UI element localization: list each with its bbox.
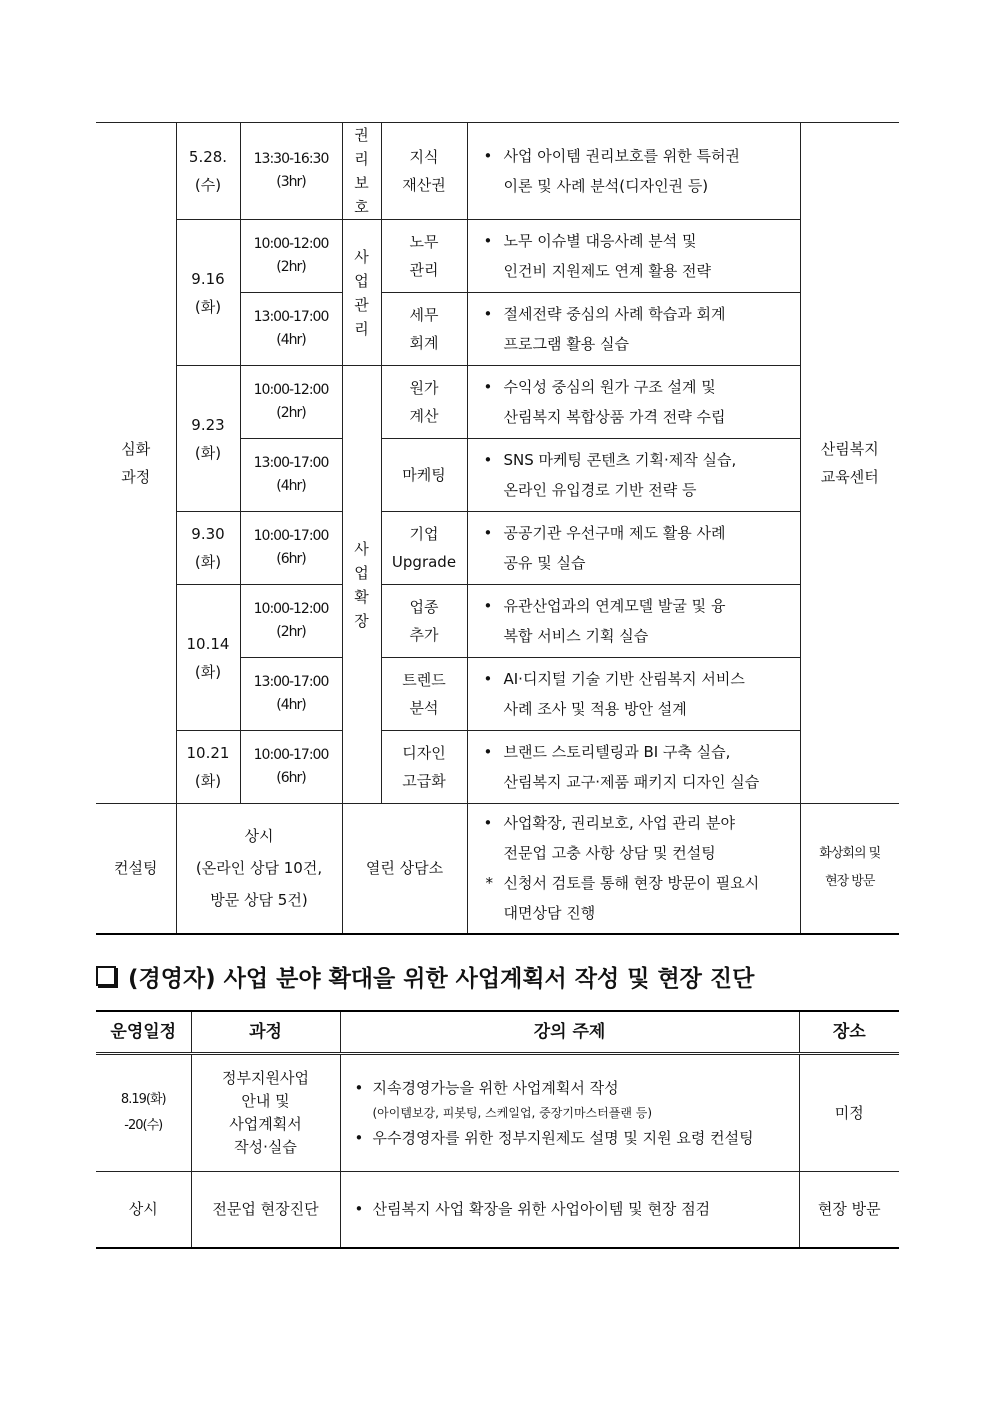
checkbox-square-icon — [96, 966, 116, 986]
desc-continued: 공유 및 실습 — [503, 554, 586, 572]
advanced-course-table — [96, 122, 899, 935]
topic-cell — [340, 1054, 799, 1172]
schedule-cell: 상시 — [96, 1172, 191, 1248]
session-time: 13:00-17:00 (4hr) — [240, 658, 342, 731]
desc-note-continued: 대면상담 진행 — [503, 904, 596, 923]
session-group: 사 업 확 장 — [342, 366, 381, 804]
session-topic: 디자인 고급화 — [381, 731, 467, 804]
session-date: 10.14 (화) — [176, 585, 240, 731]
session-description — [467, 512, 800, 585]
topic-cell — [340, 1172, 799, 1248]
header-schedule: 운영일정 — [96, 1011, 191, 1054]
header-topic: 강의 주제 — [340, 1011, 799, 1054]
topic-sub: (아이템보강, 피봇팅, 스케일업, 중장기마스터플랜 등) — [372, 1106, 652, 1120]
session-time: 13:00-17:00 (4hr) — [240, 439, 342, 512]
session-time: 10:00-12:00 (2hr) — [240, 585, 342, 658]
session-description — [467, 220, 800, 293]
session-time: 10:00-17:00 (6hr) — [240, 731, 342, 804]
desc-continued: 인건비 지원제도 연계 활용 전략 — [503, 262, 711, 280]
session-description — [467, 366, 800, 439]
session-description — [467, 658, 800, 731]
topic-bullet: • 우수경영자를 위한 정부지원제도 설명 및 지원 요령 컨설팅 — [351, 1124, 789, 1152]
session-topic: 노무 관리 — [381, 220, 467, 293]
session-topic: 지식 재산권 — [381, 123, 467, 220]
desc-continued: 산림복지 교구·제품 패키지 디자인 실습 — [503, 773, 760, 791]
desc-continued: 이론 및 사례 분석(디자인권 등) — [503, 177, 709, 195]
place-cell: 현장 방문 — [799, 1172, 899, 1248]
desc-bullet: • 브랜드 스토리텔링과 BI 구축 실습, — [476, 737, 792, 767]
desc-bullet: • 사업확장, 권리보호, 사업 관리 분야 — [476, 808, 792, 838]
consulting-period: 상시 (온라인 상담 10건, 방문 상담 5건) — [176, 804, 342, 934]
desc-continued: 복합 서비스 기획 실습 — [503, 627, 649, 645]
session-description — [467, 731, 800, 804]
desc-continued: 산림복지 복합상품 가격 전략 수립 — [503, 408, 726, 426]
desc-bullet: • 수익성 중심의 원가 구조 설계 및 — [476, 372, 792, 402]
session-description — [467, 293, 800, 366]
desc-continued: 사례 조사 및 적용 방안 설계 — [503, 700, 687, 718]
session-topic: 트렌드 분석 — [381, 658, 467, 731]
session-time: 13:00-17:00 (4hr) — [240, 293, 342, 366]
session-date: 10.21 (화) — [176, 731, 240, 804]
place-cell: 미정 — [799, 1054, 899, 1172]
topic-bullet: • 산림복지 사업 확장을 위한 사업아이템 및 현장 점검 — [351, 1195, 789, 1223]
desc-continued: 프로그램 활용 실습 — [503, 335, 629, 353]
session-date: 5.28. (수) — [176, 123, 240, 220]
desc-note: * 신청서 검토를 통해 현장 방문이 필요시 — [476, 868, 792, 898]
session-time: 10:00-12:00 (2hr) — [240, 220, 342, 293]
session-topic: 업종 추가 — [381, 585, 467, 658]
topic-bullet: • 지속경영가능을 위한 사업계획서 작성 — [351, 1074, 789, 1102]
session-date: 9.30 (화) — [176, 512, 240, 585]
session-date: 9.16 (화) — [176, 220, 240, 366]
course-cell: 정부지원사업 안내 및 사업계획서 작성·실습 — [191, 1054, 340, 1172]
header-course: 과정 — [191, 1011, 340, 1054]
session-date: 9.23 (화) — [176, 366, 240, 512]
desc-bullet: • 공공기관 우선구매 제도 활용 사례 — [476, 518, 792, 548]
consulting-location: 화상회의 및 현장 방문 — [800, 804, 899, 934]
session-topic: 기업 Upgrade — [381, 512, 467, 585]
course-cell: 전문업 현장진단 — [191, 1172, 340, 1248]
consulting-name: 열린 상담소 — [342, 804, 467, 934]
session-description — [467, 123, 800, 220]
ceo-course-table — [96, 1010, 899, 1249]
desc-continued: 전문업 고충 사항 상담 및 컨설팅 — [503, 844, 716, 863]
session-time: 10:00-12:00 (2hr) — [240, 366, 342, 439]
header-place: 장소 — [799, 1011, 899, 1054]
course-location: 산림복지 교육센터 — [800, 123, 899, 804]
desc-bullet: • 유관산업과의 연계모델 발굴 및 융 — [476, 591, 792, 621]
schedule-cell: 8.19(화) -20(수) — [96, 1054, 191, 1172]
session-description — [467, 439, 800, 512]
session-time: 13:30-16:30 (3hr) — [240, 123, 342, 220]
desc-bullet: • AI·디지털 기술 기반 산림복지 서비스 — [476, 664, 792, 694]
consulting-description — [467, 804, 800, 934]
session-group: 사 업 관 리 — [342, 220, 381, 366]
consulting-category: 컨설팅 — [96, 804, 176, 934]
desc-bullet: • 절세전략 중심의 사례 학습과 회계 — [476, 299, 792, 329]
desc-bullet: • 사업 아이템 권리보호를 위한 특허권 — [476, 141, 792, 171]
session-group: 권 리 보 호 — [342, 123, 381, 220]
section-heading — [96, 956, 896, 996]
course-category: 심화 과정 — [96, 123, 176, 804]
session-topic: 마케팅 — [381, 439, 467, 512]
desc-bullet: • SNS 마케팅 콘텐츠 기획·제작 실습, — [476, 445, 792, 475]
section-heading-text: (경영자) 사업 분야 확대을 위한 사업계획서 작성 및 현장 진단 — [128, 965, 755, 992]
session-description — [467, 585, 800, 658]
desc-bullet: • 노무 이슈별 대응사례 분석 및 — [476, 226, 792, 256]
session-time: 10:00-17:00 (6hr) — [240, 512, 342, 585]
session-topic: 세무 회계 — [381, 293, 467, 366]
desc-continued: 온라인 유입경로 기반 전략 등 — [503, 481, 697, 499]
session-topic: 원가 계산 — [381, 366, 467, 439]
